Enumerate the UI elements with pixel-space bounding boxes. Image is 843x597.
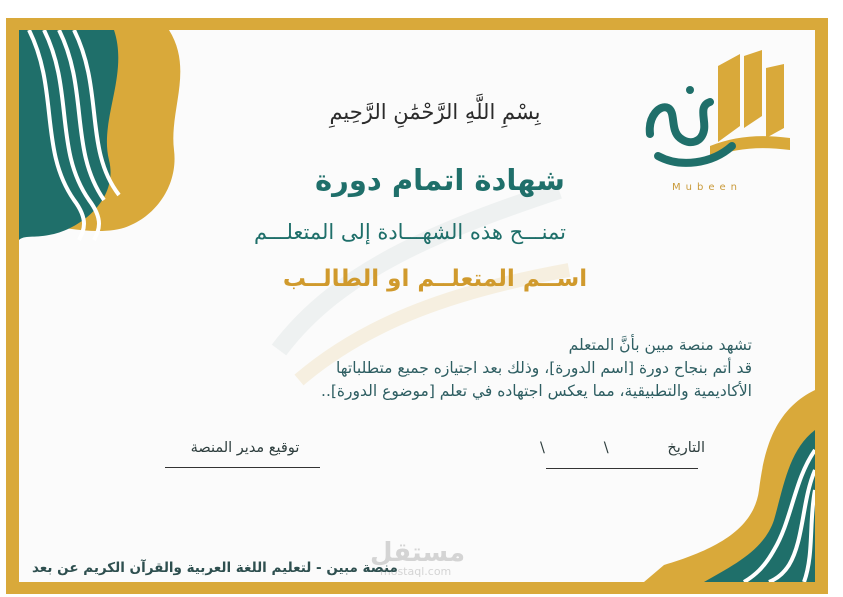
date-separator: \ [603,440,609,456]
date-field [540,440,705,456]
date-label: التاريخ [667,440,705,456]
body-line-3: الأكاديمية والتطبيقية، مما يعكس اجتهاده في تعلم [موضوع الدورة].. [321,382,752,400]
top-left-wave-decoration [19,30,199,260]
certificate-body [110,334,752,403]
basmala-calligraphy: بِسْمِ اللَّهِ الرَّحْمَٰنِ الرَّحِيمِ [329,100,541,124]
date-separator: \ [540,440,545,456]
signature-label: توقيع مدير المنصة [190,440,300,456]
body-line-1: تشهد منصة مبين بأنَّ المتعلم [568,336,752,354]
mostaql-watermark-url: mostaql.com [380,565,452,578]
bottom-right-wave-decoration [644,390,815,582]
date-line [546,468,698,469]
footer-text: منصة مبين - لتعليم اللغة العربية والقرآن الكريم عن بعد [32,560,398,576]
mubeen-logo-icon [640,46,800,186]
granted-to-line: تمنـــح هذه الشهـــادة إلى المتعلـــم [254,220,566,244]
mostaql-watermark: مستقل [370,538,466,568]
certificate-title: شهادة اتمام دورة [315,163,565,197]
body-line-2: قد أتم بنجاح دورة [اسم الدورة]، وذلك بعد اجتيازه جميع متطلباتها [336,359,752,377]
signature-line [165,467,320,468]
student-name: اســم المتعلــم او الطالــب [282,266,588,292]
logo-latin-text: Mubeen [672,182,742,193]
